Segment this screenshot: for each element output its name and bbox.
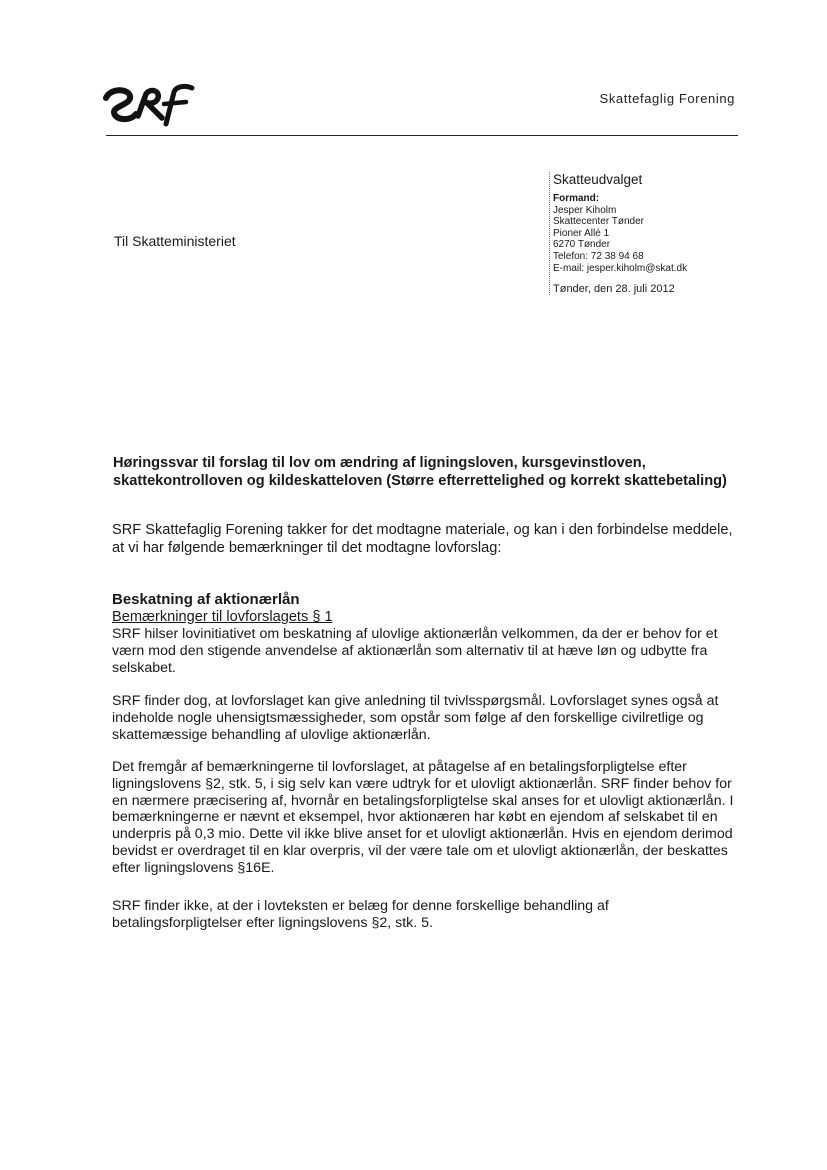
body-paragraph: SRF finder ikke, at der i lovteksten er belæg for denne forskellige behandling af betalingsforpligtelser efter ligningslovens §2, stk. 5. <box>112 898 609 931</box>
letter-date: Tønder, den 28. juli 2012 <box>553 283 675 296</box>
sender-block <box>549 172 743 295</box>
sender-email: E-mail: jesper.kiholm@skat.dk <box>553 262 688 274</box>
section-heading: Beskatning af aktionærlån <box>112 591 300 608</box>
body-paragraph: SRF hilser lovinitiativet om beskatning af ulovlige aktionærlån velkommen, da der er behov for et værn mod den stigende anvendelse af aktionærlån som alternativ til at hæve løn og udbytte fra selskabet. <box>112 626 718 676</box>
sender-street: Pioner Allé 1 <box>553 227 610 239</box>
srf-logo <box>100 82 196 128</box>
sender-role: Formand: <box>553 193 600 204</box>
intro-paragraph: SRF Skattefaglig Forening takker for det modtagne materiale, og kan i den forbindelse meddele, at vi har følgende bemærkninger til det modtagne lovforslag: <box>112 522 733 556</box>
sender-committee: Skatteudvalget <box>553 172 643 187</box>
document-title: Høringssvar til forslag til lov om ændring af ligningsloven, kursgevinstloven, skattekontrolloven og kildeskatteloven (Større efterrettelighed og korrekt skattebetaling) <box>113 455 727 489</box>
section-subheading: Bemærkninger til lovforslagets § 1 <box>112 609 333 625</box>
body-paragraph: SRF finder dog, at lovforslaget kan give anledning til tvivlsspørgsmål. Lovforslaget synes også at indeholde nogle uhensigtsmæssigheder, som opstår som følge af den forskellige civilretlige og skattemæssige behandling af ulovlige aktionærlån. <box>112 693 719 743</box>
sender-office: Skattecenter Tønder <box>553 216 644 228</box>
organization-name: Skattefaglig Forening <box>599 91 735 106</box>
body-paragraph: Det fremgår af bemærkningerne til lovforslaget, at påtagelse af en betalingsforpligtelse efter ligningslovens §2, stk. 5, i sig selv kan være udtryk for et ulovligt aktionærlån. SRF finder behov for en nærmere præcisering af, hvornår en betalingsforpligtelse skal anses for et ulovligt aktionærlån. I bemærkningerne er nævnt et eksempel, hvor aktionæren har købt en ejendom af selskabet til en underpris på 0,3 mio. Dette vil ikke blive anset for et ulovligt aktionærlån. Hvis en ejendom derimod bevidst er overdraget til en klar overpris, vil der være tale om et ulovligt aktionærlån, der beskattes efter ligningslovens §16E. <box>112 759 734 876</box>
sender-city: 6270 Tønder <box>553 239 611 251</box>
sender-contact <box>553 193 743 274</box>
recipient: Til Skatteministeriet <box>114 233 236 249</box>
sender-name: Jesper Kiholm <box>553 204 617 216</box>
sender-phone: Telefon: 72 38 94 68 <box>553 250 644 262</box>
header-divider <box>106 135 738 136</box>
